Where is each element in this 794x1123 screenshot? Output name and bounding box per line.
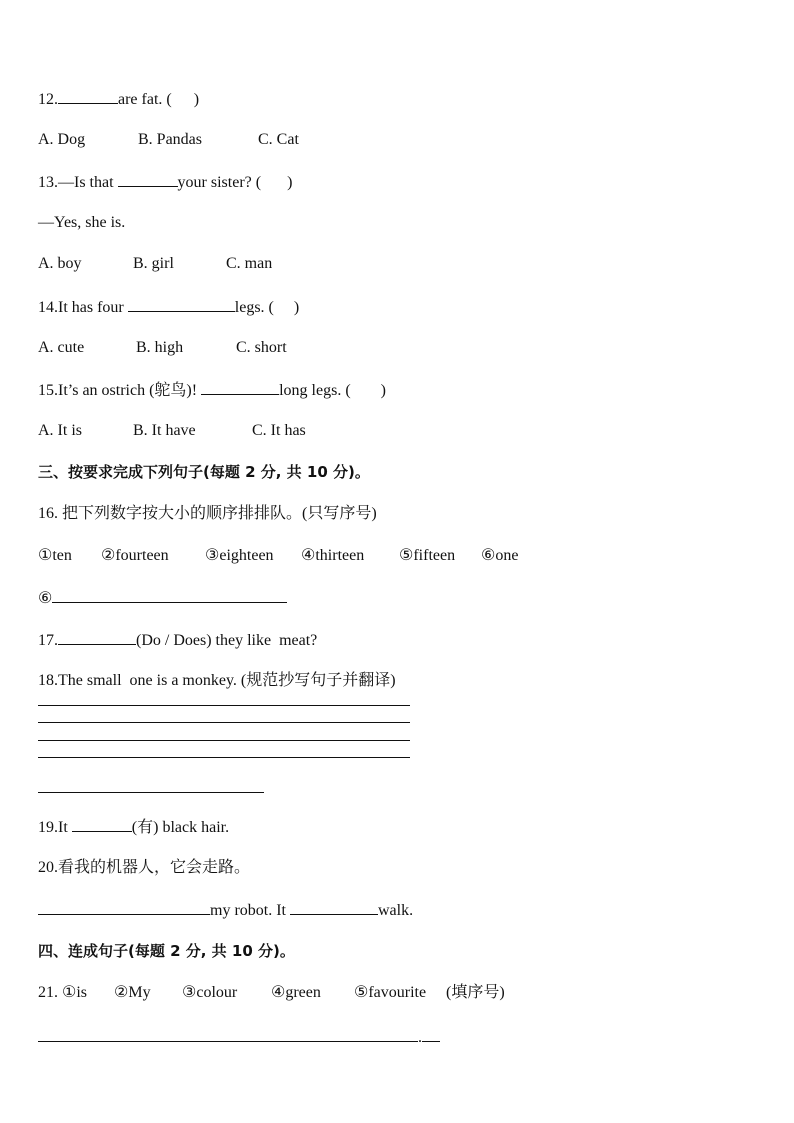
question-20: 20.看我的机器人，它会走路。 [38,859,251,876]
q15-blank[interactable] [201,379,279,395]
q18-writing-line-2[interactable] [38,722,410,723]
q12-blank[interactable] [58,88,118,104]
q21-number: 21. [38,984,58,1001]
question-15 [38,379,386,401]
q14-close-paren: ) [293,299,300,316]
q16-items [38,546,518,566]
q13-close-paren: ) [287,174,293,191]
q19-number: 19.It [38,819,68,836]
q16-item-1: ①ten [38,547,72,564]
q20-blank-1[interactable] [38,899,210,915]
q13-blank[interactable] [118,171,178,187]
q16-answer-blank[interactable] [52,587,287,603]
section-4-heading: 四、连成句子(每题 2 分, 共 10 分)。 [38,942,295,960]
q13-text: your sister? ( [177,174,262,191]
q12-option-c: C. Cat [258,131,299,148]
q21-item-1: ①is [62,984,88,1001]
q21-period: . [418,1029,422,1046]
q13-answer-line: —Yes, she is. [38,214,126,231]
q16-item-5: ⑤fifteen [399,547,456,564]
q14-blank[interactable] [128,296,235,312]
section-3-heading: 三、按要求完成下列句子(每题 2 分, 共 10 分)。 [38,463,370,481]
q12-options [38,130,299,150]
question-16: 16. 把下列数字按大小的顺序排排队。(只写序号) [38,505,377,522]
q13-option-c: C. man [226,255,273,272]
q16-item-6: ⑥one [481,547,519,564]
q13-options [38,254,272,274]
q21-note: (填序号) [446,984,505,1001]
q15-text: long legs. ( [279,382,351,399]
q15-option-a: A. It is [38,422,82,439]
q21-item-2: ②My [114,984,151,1001]
q18-writing-line-3[interactable] [38,740,410,741]
question-19 [38,816,229,838]
q21-item-5: ⑤favourite [354,984,427,1001]
q15-option-b: B. It have [133,422,196,439]
q20-blank-2[interactable] [290,899,378,915]
q17-text: (Do / Does) they like meat? [136,632,318,649]
q21-answer-blank[interactable] [38,1026,418,1042]
q20-mid: my robot. It [210,902,286,919]
q21-item-4: ④green [271,984,321,1001]
q15-options [38,421,306,441]
q14-option-a: A. cute [38,339,85,356]
q18-translation-line[interactable] [38,792,264,793]
question-14 [38,296,299,318]
q16-item-2: ②fourteen [101,547,169,564]
q12-option-b: B. Pandas [138,131,202,148]
q20-end: walk. [378,902,414,919]
q14-number: 14.It has four [38,299,124,316]
q18-writing-line-1[interactable] [38,705,410,706]
q16-item-3: ③eighteen [205,547,274,564]
q19-blank[interactable] [72,816,132,832]
q20-answer [38,899,413,921]
q14-options [38,338,287,358]
q14-option-b: B. high [136,339,184,356]
q13-number: 13.—Is that [38,174,114,191]
q13-option-b: B. girl [133,255,174,272]
question-13 [38,171,292,193]
q15-option-c: C. It has [252,422,306,439]
q15-close-paren: ) [380,382,386,399]
q17-number: 17. [38,632,58,649]
q14-option-c: C. short [236,339,287,356]
q18-writing-line-4[interactable] [38,757,410,758]
q16-answer [38,587,287,609]
question-18: 18.The small one is a monkey. (规范抄写句子并翻译) [38,672,396,689]
q12-close-paren: ) [193,91,200,108]
q16-answer-start: ⑥ [38,590,53,607]
q12-text: are fat. ( [118,91,172,108]
q12-number: 12. [38,91,58,108]
q21-answer-blank-tail [422,1026,440,1042]
question-12 [38,88,199,110]
q17-blank[interactable] [58,629,136,645]
q21-item-3: ③colour [182,984,238,1001]
q21-answer [38,1026,440,1048]
q16-item-4: ④thirteen [301,547,365,564]
question-17 [38,629,317,651]
q19-text: (有) black hair. [131,819,230,836]
question-21 [38,983,505,1003]
q13-option-a: A. boy [38,255,82,272]
q12-option-a: A. Dog [38,131,86,148]
q15-number: 15.It’s an ostrich (鸵鸟)! [38,382,198,399]
q14-text: legs. ( [234,299,274,316]
